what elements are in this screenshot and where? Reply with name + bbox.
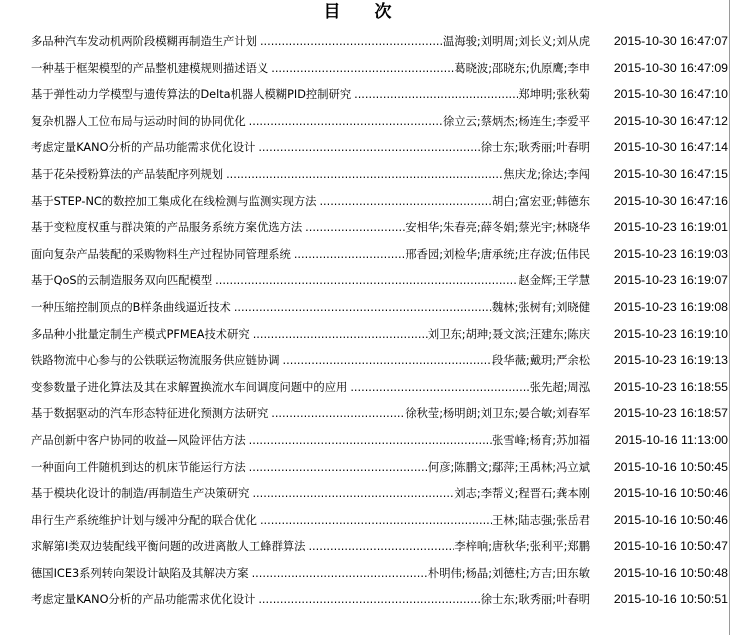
- entry-date: 2015-10-16 10:50:46: [613, 512, 728, 527]
- leader-dots: [249, 567, 428, 580]
- entry-title[interactable]: 基于变粒度权重与群决策的产品服务系统方案优选方法: [31, 221, 303, 235]
- entry-authors: 李梓响;唐秋华;张利平;郑鹏: [454, 540, 590, 554]
- entry-date: 2015-10-16 10:50:46: [613, 486, 728, 501]
- entry-date: 2015-10-23 16:18:57: [613, 406, 728, 421]
- entry-date: 2015-10-23 16:19:07: [613, 273, 728, 288]
- toc-entry: [31, 538, 731, 565]
- toc-entry: [31, 379, 731, 406]
- entry-authors: 徐士东;耿秀丽;叶春明: [480, 593, 590, 607]
- entry-title[interactable]: 变参数量子进化算法及其在求解置换流水车间调度问题中的应用: [31, 380, 348, 394]
- entry-date: 2015-10-16 10:50:47: [613, 539, 728, 554]
- leader-dots: [212, 274, 518, 287]
- entry-date: 2015-10-23 16:18:55: [613, 379, 728, 394]
- toc-entry: [31, 299, 731, 326]
- entry-authors: 邢香园;刘检华;唐承统;庄存波;伍伟民: [405, 247, 590, 261]
- entry-authors: 徐士东;耿秀丽;叶春明: [480, 141, 590, 155]
- entry-authors: 郑坤明;张秋菊: [518, 88, 590, 102]
- toc-entry: [31, 352, 731, 379]
- entry-title[interactable]: 复杂机器人工位布局与运动时间的协同优化: [31, 114, 246, 128]
- entry-authors: 徐立云;蔡炳杰;杨连生;李爱平: [443, 114, 590, 128]
- toc-entry: [31, 193, 731, 220]
- entry-date: 2015-10-16 10:50:45: [613, 459, 728, 474]
- leader-dots: [280, 354, 492, 367]
- entry-title[interactable]: 求解第I类双边装配线平衡问题的改进离散人工蜂群算法: [31, 540, 306, 554]
- entry-authors: 葛晓波;邵晓东;仇原鹰;李申: [454, 61, 590, 75]
- page-title: 目 次: [323, 2, 406, 22]
- entry-title[interactable]: 基于STEP-NC的数控加工集成化在线检测与监测实现方法: [31, 194, 317, 208]
- entry-date: 2015-10-30 16:47:14: [613, 140, 728, 155]
- entry-date: 2015-10-16 10:50:51: [613, 592, 728, 607]
- entry-title[interactable]: 多品种汽车发动机两阶段模糊再制造生产计划: [31, 35, 257, 48]
- entry-authors: 张雪峰;杨育;苏加福: [492, 433, 590, 447]
- entry-title[interactable]: 基于弹性动力学模型与遗传算法的Delta机器人模糊PID控制研究: [31, 88, 352, 102]
- entry-title[interactable]: 基于QoS的云制造服务双向匹配模型: [31, 274, 213, 288]
- entry-title[interactable]: 产品创新中客户协同的收益—风险评估方法: [31, 433, 246, 447]
- entry-title[interactable]: 考虑定量KANO分析的产品功能需求优化设计: [31, 593, 256, 607]
- entry-authors: 安相华;朱春亮;薛冬娟;蔡光宇;林晓华: [405, 221, 590, 235]
- leader-dots: [250, 328, 428, 341]
- toc-entry: [31, 326, 731, 353]
- entry-authors: 刘志;李帮义;程晋石;龚本刚: [454, 487, 590, 501]
- leader-dots: [351, 88, 518, 101]
- entry-date: 2015-10-30 16:47:16: [613, 193, 728, 208]
- entry-authors: 赵金辉;王学慧: [518, 274, 590, 288]
- entry-date: 2015-10-30 16:47:15: [613, 166, 728, 181]
- toc-entry: [31, 246, 731, 273]
- toc-entry: [31, 591, 731, 618]
- entry-date: 2015-10-23 16:19:03: [613, 246, 728, 261]
- leader-dots: [316, 195, 492, 208]
- leader-dots: [347, 381, 529, 394]
- entry-authors: 魏林;张树有;刘晓健: [492, 300, 590, 314]
- toc-entry: [31, 485, 731, 512]
- entry-date: 2015-10-30 16:47:09: [613, 60, 728, 75]
- leader-dots: [268, 62, 454, 75]
- toc-entry: [31, 33, 731, 60]
- entry-date: 2015-10-30 16:47:10: [613, 87, 728, 102]
- entry-date: 2015-10-23 16:19:10: [613, 326, 728, 341]
- leader-dots: [305, 540, 454, 553]
- entry-authors: 何彦;陈鹏文;鄢萍;王禹林;冯立斌: [427, 460, 590, 474]
- toc-entry: [31, 432, 731, 459]
- entry-title[interactable]: 德国ICE3系列转向架设计缺陷及其解决方案: [31, 566, 249, 580]
- leader-dots: [291, 248, 405, 261]
- leader-dots: [255, 593, 480, 606]
- entry-title[interactable]: 基于花朵授粉算法的产品装配序列规划: [31, 167, 224, 181]
- entry-title[interactable]: 多品种小批量定制生产模式PFMEA技术研究: [31, 327, 250, 341]
- toc-entry: [31, 113, 731, 140]
- entry-title[interactable]: 一种面向工件随机到达的机床节能运行方法: [31, 460, 246, 474]
- entry-title[interactable]: 基于模块化设计的制造/再制造生产决策研究: [31, 487, 250, 501]
- entry-title[interactable]: 一种压缩控制顶点的B样条曲线逼近技术: [31, 300, 231, 314]
- leader-dots: [246, 434, 492, 447]
- toc-entry: [31, 86, 731, 113]
- toc-entry: [31, 405, 731, 432]
- entry-date: 2015-10-30 16:47:12: [613, 113, 728, 128]
- leader-dots: [231, 301, 492, 314]
- toc-entry: [31, 459, 731, 486]
- leader-dots: [257, 514, 492, 527]
- entry-authors: 徐秋莹;杨明朗;刘卫东;晏合敏;刘春军: [405, 407, 590, 421]
- entry-authors: 朴明伟;杨晶;刘德柱;方吉;田东敏: [427, 566, 590, 580]
- leader-dots: [255, 141, 480, 154]
- entry-authors: 刘卫东;胡珅;聂文滨;汪建东;陈庆: [427, 327, 590, 341]
- table-of-contents: [31, 33, 731, 618]
- leader-dots: [249, 487, 454, 500]
- leader-dots: [257, 35, 443, 48]
- leader-dots: [246, 461, 428, 474]
- leader-dots: [246, 115, 443, 128]
- entry-date: 2015-10-23 16:19:01: [613, 220, 728, 235]
- leader-dots: [268, 407, 405, 420]
- entry-date: 2015-10-30 16:47:07: [613, 34, 728, 48]
- toc-entry: [31, 565, 731, 592]
- toc-entry: [31, 512, 731, 539]
- entry-title[interactable]: 串行生产系统维护计划与缓冲分配的联合优化: [31, 513, 257, 527]
- entry-title[interactable]: 铁路物流中心参与的公铁联运物流服务供应链协调: [31, 354, 280, 368]
- toc-entry: [31, 139, 731, 166]
- entry-title[interactable]: 考虑定量KANO分析的产品功能需求优化设计: [31, 141, 256, 155]
- leader-dots: [302, 221, 405, 234]
- toc-entry: [31, 166, 731, 193]
- leader-dots: [223, 168, 503, 181]
- entry-authors: 胡白;富宏亚;韩德东: [492, 194, 590, 208]
- entry-authors: 温海骏;刘明周;刘长义;刘从虎: [443, 35, 590, 48]
- entry-authors: 王林;陆志强;张岳君: [492, 513, 590, 527]
- entry-authors: 张先超;周泓: [529, 380, 590, 394]
- entry-title[interactable]: 面向复杂产品装配的采购物料生产过程协同管理系统: [31, 247, 291, 261]
- entry-date: 2015-10-16 11:13:00: [614, 432, 728, 447]
- entry-date: 2015-10-23 16:19:08: [613, 299, 728, 314]
- entry-title[interactable]: 一种基于框架模型的产品整机建模规则描述语义: [31, 61, 269, 75]
- entry-date: 2015-10-16 10:50:48: [613, 565, 728, 580]
- entry-title[interactable]: 基于数据驱动的汽车形态特征进化预测方法研究: [31, 407, 269, 421]
- toc-entry: [31, 219, 731, 246]
- entry-date: 2015-10-23 16:19:13: [613, 353, 728, 368]
- entry-authors: 段华薇;戴玥;严余松: [492, 354, 590, 368]
- toc-entry: [31, 272, 731, 299]
- entry-authors: 焦庆龙;徐达;李闯: [503, 167, 590, 181]
- toc-entry: [31, 60, 731, 87]
